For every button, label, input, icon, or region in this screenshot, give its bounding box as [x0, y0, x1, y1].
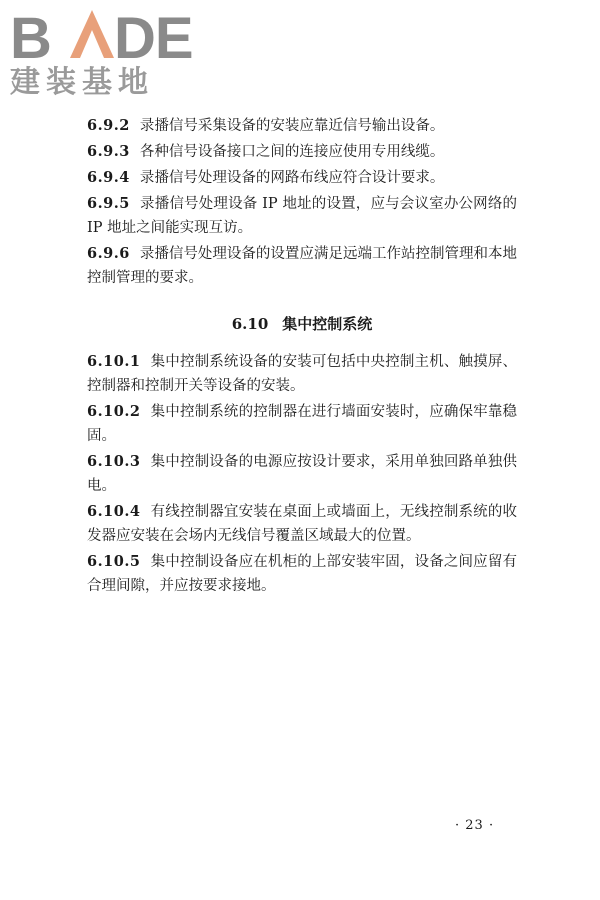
- clause-6-10-1: [87, 350, 517, 398]
- clause-text: 有线控制器宜安装在桌面上或墙面上，无线控制系统的收发器应安装在会场内无线信号覆盖区域最大的位置。: [87, 504, 517, 544]
- svg-text:B: B: [10, 6, 51, 71]
- clause-text: 录播信号采集设备的安装应靠近信号输出设备。: [139, 118, 445, 134]
- clause-number: 6.9.2: [87, 117, 130, 134]
- clause-6-9-4: [87, 166, 517, 190]
- clause-6-10-2: [87, 400, 517, 448]
- clause-list-6-9: [87, 114, 517, 290]
- brand-logo-graphic: [8, 6, 193, 100]
- clause-6-10-5: [87, 550, 517, 598]
- clause-text: 集中控制系统设备的安装可包括中央控制主机、触摸屏、控制器和控制开关等设备的安装。: [87, 354, 517, 394]
- clause-list-6-10: [87, 350, 517, 598]
- clause-6-9-6: [87, 242, 517, 290]
- clause-6-10-3: [87, 450, 517, 498]
- clause-number: 6.10.1: [87, 353, 141, 370]
- svg-text:DE: DE: [114, 6, 193, 71]
- svg-text:建装基地: 建装基地: [10, 65, 154, 100]
- clause-text: 集中控制设备的电源应按设计要求，采用单独回路单独供电。: [87, 454, 517, 494]
- clause-text: 集中控制设备应在机柜的上部安装牢固，设备之间应留有合理间隙，并应按要求接地。: [87, 554, 517, 594]
- section-number: 6.10: [231, 315, 269, 333]
- section-title-text: 集中控制系统: [282, 315, 373, 333]
- clause-number: 6.10.4: [87, 503, 141, 520]
- clause-number: 6.10.2: [87, 403, 141, 420]
- clause-6-9-5: [87, 192, 517, 240]
- clause-6-9-3: [87, 140, 517, 164]
- clause-number: 6.9.4: [87, 169, 130, 186]
- brand-logo: [8, 6, 193, 100]
- clause-6-10-4: [87, 500, 517, 548]
- page-number: · 23 ·: [455, 818, 495, 833]
- clause-number: 6.9.5: [87, 195, 130, 212]
- clause-text: 录播信号处理设备 IP 地址的设置，应与会议室办公网络的 IP 地址之间能实现互访。: [87, 196, 517, 236]
- section-heading: [87, 312, 517, 336]
- clause-text: 录播信号处理设备的设置应满足远端工作站控制管理和本地控制管理的要求。: [87, 246, 517, 286]
- clause-text: 录播信号处理设备的网路布线应符合设计要求。: [139, 170, 445, 186]
- clause-text: 各种信号设备接口之间的连接应使用专用线缆。: [139, 144, 445, 160]
- clause-6-9-2: [87, 114, 517, 138]
- clause-number: 6.9.3: [87, 143, 130, 160]
- clause-number: 6.10.5: [87, 553, 141, 570]
- clause-text: 集中控制系统的控制器在进行墙面安装时，应确保牢靠稳固。: [87, 404, 517, 444]
- clause-number: 6.10.3: [87, 453, 141, 470]
- document-body: [87, 114, 517, 600]
- clause-number: 6.9.6: [87, 245, 130, 262]
